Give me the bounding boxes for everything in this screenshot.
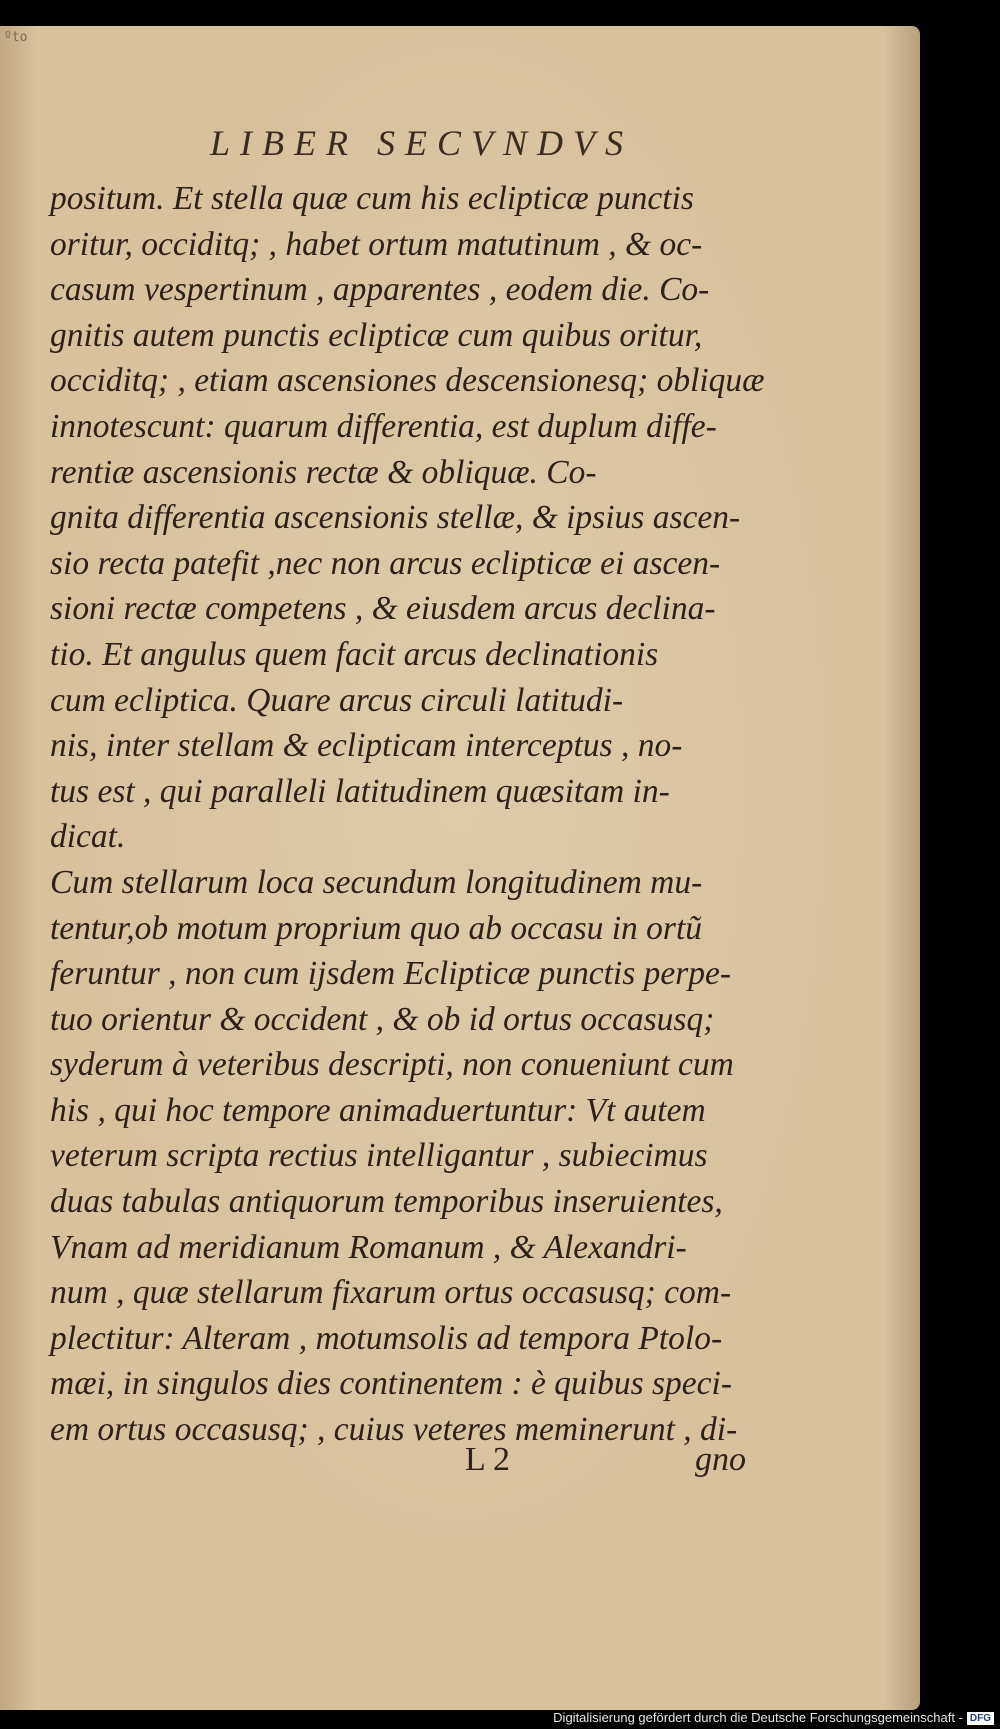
text-line: veterum scripta rectius intelligantur , subiecimus	[50, 1137, 708, 1175]
text-line: duas tabulas antiquorum temporibus inseruientes,	[50, 1183, 723, 1221]
text-line: dicat.	[50, 818, 126, 856]
text-line: gnitis autem punctis eclipticæ cum quibus oritur,	[50, 316, 703, 354]
text-line: positum. Et stella quæ cum his eclipticæ punctis	[50, 180, 694, 217]
signature-mark: L 2	[465, 1441, 511, 1478]
text-line: nis, inter stellam & eclipticam interceptus , no-	[50, 727, 683, 765]
text-line: tio. Et angulus quem facit arcus declinationis	[50, 635, 659, 673]
text-line: Vnam ad meridianum Romanum , & Alexandri-	[50, 1228, 687, 1266]
book-page	[0, 26, 920, 1710]
text-line: cum ecliptica. Quare arcus circuli latitudi-	[50, 681, 624, 719]
text-line: sioni rectæ competens , & eiusdem arcus declina-	[50, 590, 716, 628]
text-line: tuo orientur & occident , & ob id ortus occasusq;	[50, 1000, 715, 1038]
text-line: innotescunt: quarum differentia, est duplum diffe-	[50, 407, 717, 445]
text-line: syderum à veteribus descripti, non conueniunt cum	[50, 1046, 734, 1084]
dfg-logo: DFG	[967, 1712, 994, 1725]
text-line: rentiæ ascensionis rectæ & obliquæ. Co-	[50, 453, 597, 491]
text-line: tus est , qui paralleli latitudinem quæsitam in-	[50, 772, 670, 810]
edge-marks: ºto	[4, 30, 28, 45]
text-line: casum vespertinum , apparentes , eodem die. Co-	[50, 271, 710, 309]
text-line: gnita differentia ascensionis stellæ, & ipsius ascen-	[50, 499, 741, 537]
text-line: tentur,ob motum proprium quo ab occasu in ortũ	[50, 909, 703, 947]
running-head: LIBER SECVNDVS	[210, 123, 633, 163]
footer-text: Digitalisierung gefördert durch die Deutsche Forschungsgemeinschaft -	[553, 1709, 963, 1725]
footer-credit	[553, 1710, 994, 1725]
text-line: Cum stellarum loca secundum longitudinem mu-	[50, 863, 703, 901]
text-line: feruntur , non cum ijsdem Eclipticæ punctis perpe-	[50, 955, 732, 993]
text-line: occiditq; , etiam ascensiones descensionesq; obliquæ	[50, 362, 765, 400]
text-line: sio recta patefit ,nec non arcus eclipticæ ei ascen-	[50, 544, 721, 582]
text-line: oritur, occiditq; , habet ortum matutinum , & oc-	[50, 225, 703, 263]
text-line: mæi, in singulos dies continentem : è quibus speci-	[50, 1365, 733, 1403]
body-text	[50, 176, 770, 1453]
text-line: num , quæ stellarum fixarum ortus occasusq; com-	[50, 1274, 732, 1312]
text-line: his , qui hoc tempore animaduertuntur: Vt autem	[50, 1091, 706, 1129]
catchword: gno	[695, 1441, 746, 1478]
text-line: plectitur: Alteram , motumsolis ad tempora Ptolo-	[50, 1319, 723, 1357]
text-line: em ortus occasusq; , cuius veteres meminerunt , di-	[50, 1411, 738, 1449]
